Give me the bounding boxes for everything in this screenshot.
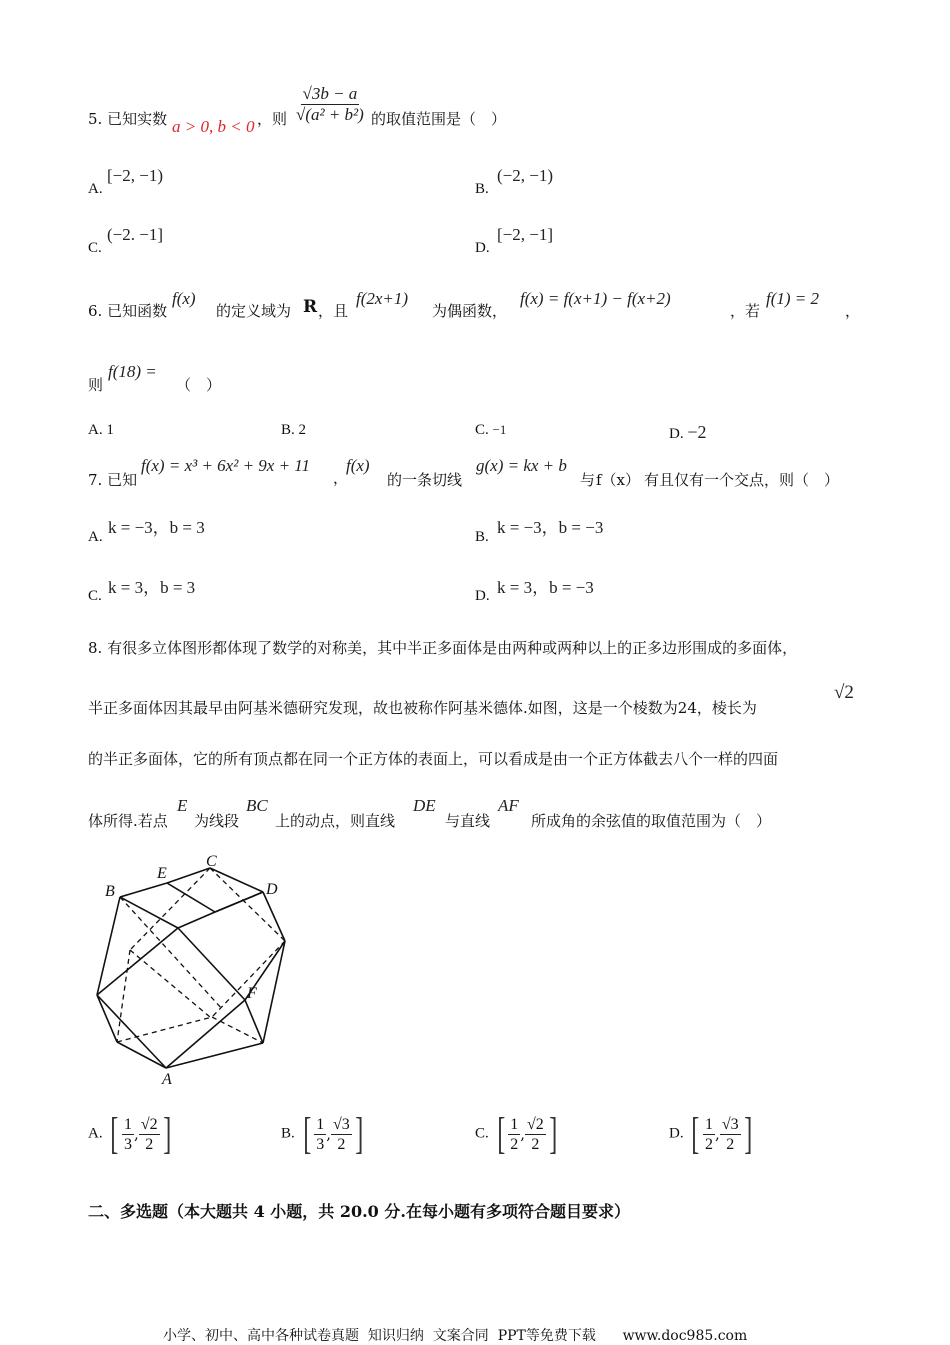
q5-suffix: 的取值范围是（ ） xyxy=(371,110,507,128)
q6-p4: 为偶函数， xyxy=(432,302,508,320)
q5-option-d-value: [−2, −1] xyxy=(497,225,553,244)
q6-f18: f(18) = xyxy=(108,362,157,381)
q7-p4: 与 xyxy=(580,471,596,489)
q8-line2: 半正多面体因其最早由阿基米德研究发现，故也被称作阿基米德体.如图，这是一个棱数为24，棱长为 xyxy=(88,699,757,717)
fig-label-a: A xyxy=(162,1071,172,1088)
q7-option-c-label[interactable]: C. xyxy=(88,588,102,604)
q6-p6: ， xyxy=(845,302,861,320)
q8-option-a[interactable]: A. [ 1 3 , √2 2 ] xyxy=(88,1109,171,1158)
q6-option-b-label[interactable]: B. 2 xyxy=(281,422,307,438)
q7-option-b-label[interactable]: B. xyxy=(475,529,489,545)
q8-segment-bc: BC xyxy=(246,796,268,815)
q5-expr-denominator: √(a² + b²) xyxy=(296,105,364,124)
q8-l4d: 与直线 xyxy=(445,812,491,830)
q8-line-de: DE xyxy=(413,796,436,815)
q6-option-a-label[interactable]: A. 1 xyxy=(88,422,114,438)
q5-condition: a > 0, b < 0 xyxy=(172,117,255,136)
q6-p5: ，若 xyxy=(730,302,761,320)
q7-p1: 7. 已知 xyxy=(88,471,138,489)
q7-p5: f（x） xyxy=(596,471,641,489)
q5-stem xyxy=(88,108,167,129)
q8-line3: 的半正多面体，它的所有顶点都在同一个正方体的表面上，可以看成是由一个正方体截去八个一样的四面 xyxy=(88,750,779,768)
fig-label-e: E xyxy=(157,865,167,882)
fig-label-d: D xyxy=(266,881,278,898)
q6-p3: ，且 xyxy=(318,302,349,320)
q5-option-c-label[interactable]: C. xyxy=(88,240,102,256)
section-2-heading: 二、多选题（本大题共 4 小题，共 20.0 分.在每小题有多项符合题目要求） xyxy=(88,1202,630,1221)
q7-option-a-value: k = −3，b = 3 xyxy=(108,518,205,537)
q6-real-set: R xyxy=(303,297,318,317)
q8-l4c: 上的动点，则直线 xyxy=(275,812,396,830)
q8-option-c-label: C. xyxy=(475,1125,489,1142)
q6-fx: f(x) xyxy=(172,289,196,308)
q7-p3: 的一条切线 xyxy=(387,471,463,489)
q8-option-a-label: A. xyxy=(88,1125,103,1142)
q8-option-b[interactable]: B. [ 1 3 , √3 2 ] xyxy=(281,1109,364,1158)
q7-p6: 有且仅有一个交点，则（ ） xyxy=(644,471,840,489)
q8-option-d[interactable]: D. [ 1 2 , √3 2 ] xyxy=(669,1109,752,1158)
q8-l4b: 为线段 xyxy=(194,812,240,830)
q5-option-c-value: (−2. −1] xyxy=(107,225,163,244)
cuboctahedron-figure xyxy=(85,850,295,1090)
q7-p2: ， xyxy=(333,469,349,487)
q6-relation: f(x) = f(x+1) − f(x+2) xyxy=(520,289,671,308)
q6-p2: 的定义域为 xyxy=(216,302,292,320)
q7-option-c-value: k = 3，b = 3 xyxy=(108,578,196,597)
q5-option-b-label[interactable]: B. xyxy=(475,181,489,197)
q8-option-c[interactable]: C. [ 1 2 , √2 2 ] xyxy=(475,1109,558,1158)
fig-label-b: B xyxy=(105,883,115,900)
q8-l4e: 所成角的余弦值的取值范围为（ ） xyxy=(531,812,772,830)
q7-fx: f(x) xyxy=(346,456,370,475)
q8-option-b-label: B. xyxy=(281,1125,295,1142)
q8-point-e: E xyxy=(177,796,188,815)
q6-p1: 6. 已知函数 xyxy=(88,302,168,320)
q7-option-a-label[interactable]: A. xyxy=(88,529,103,545)
q5-prefix: 5. 已知实数 xyxy=(88,110,168,128)
q6-option-d-label[interactable]: D. −2 xyxy=(669,422,707,442)
q5-expr-numerator: √3b − a xyxy=(302,84,358,103)
q8-edge-length: √2 xyxy=(834,682,854,703)
q7-def: f(x) = x³ + 6x² + 9x + 11 xyxy=(141,456,311,475)
fig-label-c: C xyxy=(206,853,217,870)
q5-option-a-label[interactable]: A. xyxy=(88,181,103,197)
q6-f1: f(1) = 2 xyxy=(766,289,820,308)
q8-line1: 8. 有很多立体图形都体现了数学的对称美，其中半正多面体是由两种或两种以上的正多边形围成的多面体， xyxy=(88,639,798,657)
q5-mid: ，则 xyxy=(257,110,288,128)
q7-option-b-value: k = −3，b = −3 xyxy=(497,518,604,537)
q8-line-af: AF xyxy=(498,796,519,815)
q8-option-d-label: D. xyxy=(669,1125,684,1142)
q6-option-c-label[interactable]: C. −1 xyxy=(475,422,507,438)
q6-f2x1: f(2x+1) xyxy=(356,289,409,308)
q5-option-b-value: (−2, −1) xyxy=(497,166,553,185)
q5-expression xyxy=(296,84,364,125)
q6-l2b: （ ） xyxy=(176,376,222,394)
q5-option-d-label[interactable]: D. xyxy=(475,240,490,256)
q6-l2a: 则 xyxy=(88,376,104,394)
page-footer: 小学、初中、高中各种试卷真题 知识归纳 文案合同 PPT等免费下载 www.doc985.com xyxy=(163,1328,748,1344)
q7-gx: g(x) = kx + b xyxy=(476,456,567,475)
q5-option-a-value: [−2, −1) xyxy=(107,166,163,185)
q7-option-d-value: k = 3，b = −3 xyxy=(497,578,594,597)
q7-option-d-label[interactable]: D. xyxy=(475,588,490,604)
fig-label-f: F xyxy=(247,985,257,1002)
q8-l4a: 体所得.若点 xyxy=(88,812,168,830)
